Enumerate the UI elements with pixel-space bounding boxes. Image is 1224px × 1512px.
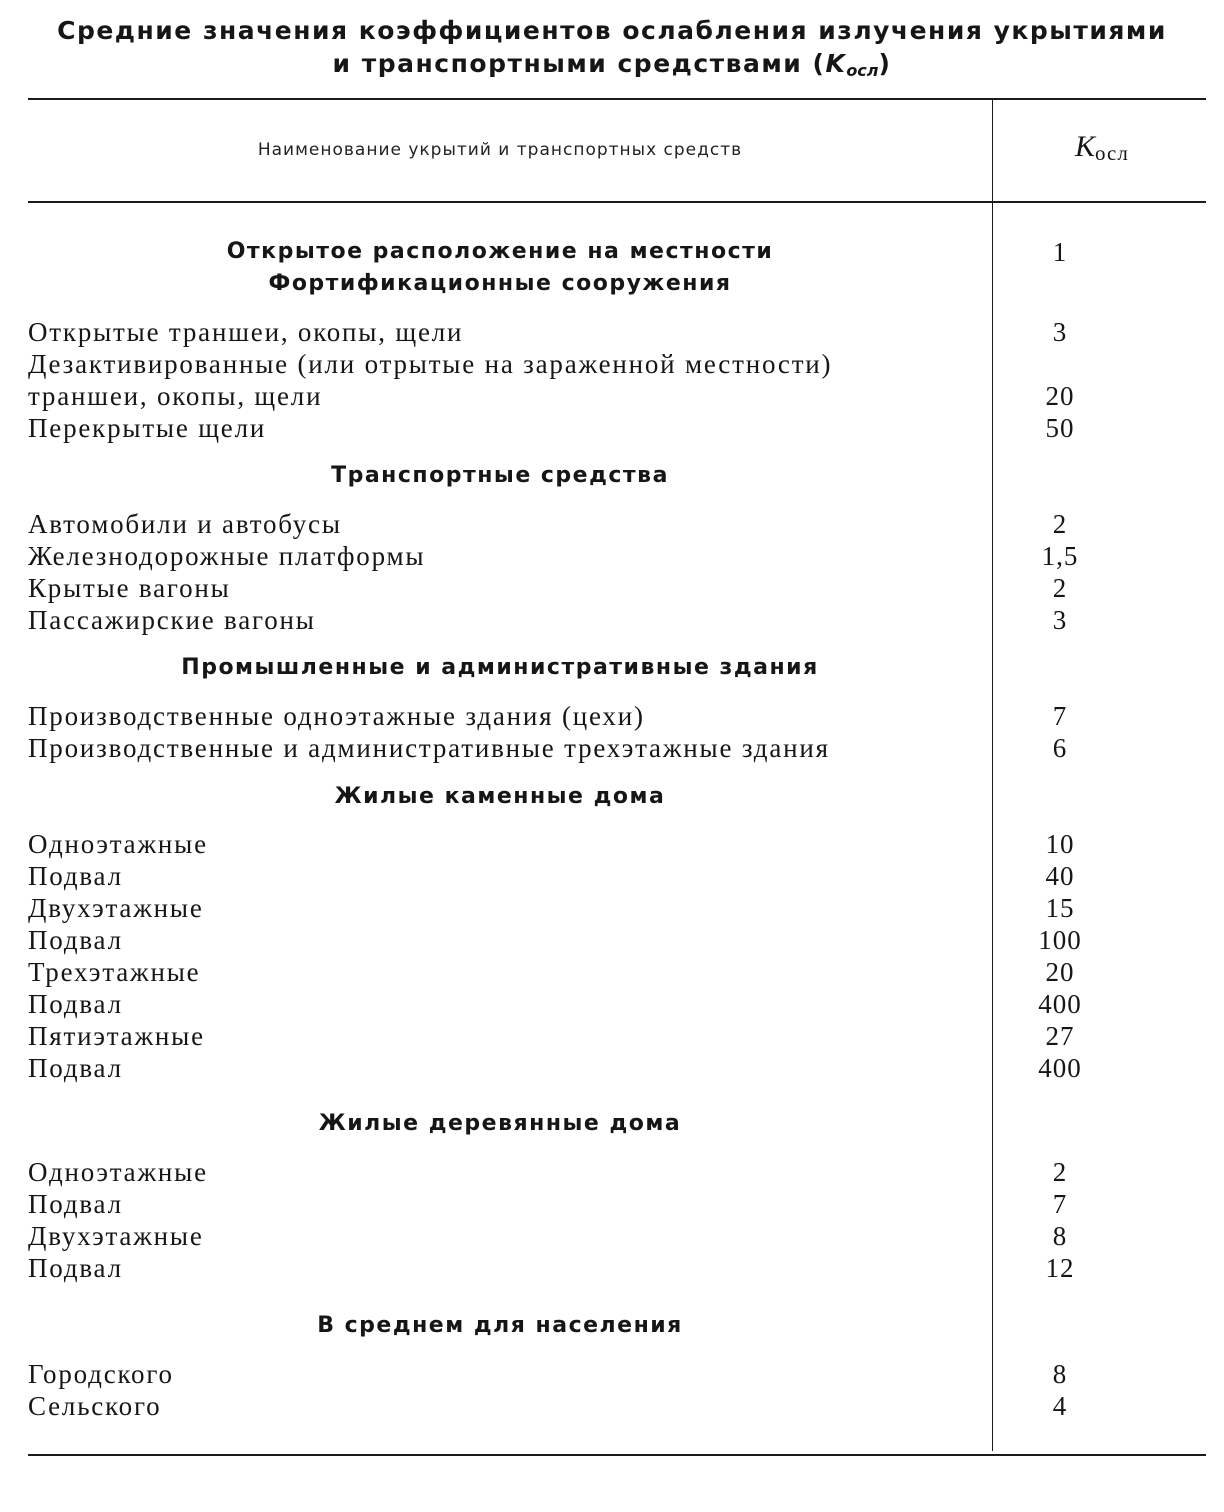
k-value: 2 [1052, 573, 1068, 603]
header-rule [28, 201, 1206, 203]
k-value: 50 [1045, 413, 1075, 443]
row-label: Подвал [28, 861, 123, 891]
table-row [28, 1390, 161, 1422]
table-row [28, 348, 832, 380]
k-value: 3 [1052, 317, 1068, 347]
k-value: 15 [1045, 893, 1075, 923]
table-title [0, 14, 1224, 87]
row-label: Городского [28, 1359, 174, 1389]
row-label: Подвал [28, 1189, 123, 1219]
table-row [28, 700, 645, 732]
k-value: 400 [1038, 1053, 1082, 1083]
row-label: Автомобили и автобусы [28, 509, 342, 539]
section-label: Открытое расположение на местности [226, 239, 774, 264]
table-row [28, 828, 208, 860]
k-value: 100 [1038, 925, 1082, 955]
k-value: 27 [1045, 1021, 1075, 1051]
section-heading [28, 652, 972, 684]
table-row [28, 540, 425, 572]
title-line-2: и транспортными средствами $(K_{осл})$ [332, 49, 892, 80]
k-value: 6 [1052, 733, 1068, 763]
row-label: Пассажирские вагоны [28, 605, 316, 635]
k-value: 20 [1045, 381, 1075, 411]
table-row [28, 1220, 204, 1252]
section-heading [28, 268, 972, 300]
table-row [28, 1156, 208, 1188]
k-value: 4 [1052, 1391, 1068, 1421]
row-label: Производственные и административные трехэтажные здания [28, 733, 830, 763]
k-value: 7 [1052, 701, 1068, 731]
k-value: 2 [1052, 1157, 1068, 1187]
table-row [28, 924, 123, 956]
table-row [28, 604, 316, 636]
header-column-divider [992, 100, 993, 201]
k-value: 12 [1045, 1253, 1075, 1283]
row-label: Одноэтажные [28, 1157, 208, 1187]
k-value: 40 [1045, 861, 1075, 891]
table-row [28, 1252, 123, 1284]
table-row [28, 732, 830, 764]
section-label: Жилые каменные дома [334, 784, 666, 809]
k-value: 3 [1052, 605, 1068, 635]
row-label: Перекрытые щели [28, 413, 267, 443]
table-row [28, 956, 200, 988]
k-value: 8 [1052, 1221, 1068, 1251]
row-label: Подвал [28, 1253, 123, 1283]
table-row [28, 572, 231, 604]
table-row [28, 380, 322, 412]
bottom-rule [28, 1454, 1206, 1456]
row-label: Одноэтажные [28, 829, 208, 859]
row-label: Открытые траншеи, окопы, щели [28, 317, 464, 347]
table-row [28, 892, 204, 924]
table-row [28, 988, 123, 1020]
row-label: Сельского [28, 1391, 162, 1421]
top-rule [28, 98, 1206, 100]
k-value: 400 [1038, 989, 1082, 1019]
table-row [28, 1188, 123, 1220]
body-column-divider [992, 203, 993, 1451]
k-value: 1 [1052, 237, 1068, 267]
table-row [28, 316, 463, 348]
section-label: Жилые деревянные дома [318, 1111, 682, 1136]
k-value: 20 [1045, 957, 1075, 987]
section-heading [28, 236, 972, 268]
row-label: Пятиэтажные [28, 1021, 205, 1051]
section-heading [28, 1310, 972, 1342]
k-value: 1,5 [1041, 541, 1079, 571]
section-heading [28, 781, 972, 813]
table-row [28, 412, 266, 444]
row-label: Дезактивированные (или отрытые на зараженной местности) [28, 349, 833, 379]
row-label: Производственные одноэтажные здания (цехи) [28, 701, 645, 731]
row-label: Двухэтажные [28, 1221, 204, 1251]
section-label: Фортификационные сооружения [268, 271, 732, 296]
name-column-header: Наименование укрытий и транспортных средств [257, 140, 743, 160]
k-value: 10 [1045, 829, 1075, 859]
k-value: 8 [1052, 1359, 1068, 1389]
row-label: Подвал [28, 989, 123, 1019]
section-heading [28, 1108, 972, 1140]
row-label: Железнодорожные платформы [28, 541, 426, 571]
row-label: Двухэтажные [28, 893, 204, 923]
section-label: Промышленные и административные здания [181, 655, 819, 680]
k-value: 2 [1052, 509, 1068, 539]
section-label: Транспортные средства [331, 463, 669, 488]
row-label: траншеи, окопы, щели [28, 381, 323, 411]
row-label: Крытые вагоны [28, 573, 231, 603]
table-row [28, 860, 123, 892]
table-row [28, 1358, 174, 1390]
title-line-1: Средние значения коэффициентов ослабления излучения укрытиями [57, 16, 1167, 45]
section-label: В среднем для населения [317, 1313, 683, 1338]
row-label: Подвал [28, 925, 123, 955]
row-label: Подвал [28, 1053, 123, 1083]
table-row [28, 1052, 123, 1084]
table-row [28, 1020, 205, 1052]
row-label: Трехэтажные [28, 957, 201, 987]
section-heading [28, 460, 972, 492]
k-column-header: Kосл [1075, 130, 1129, 165]
table-row [28, 508, 342, 540]
k-value: 7 [1052, 1189, 1068, 1219]
